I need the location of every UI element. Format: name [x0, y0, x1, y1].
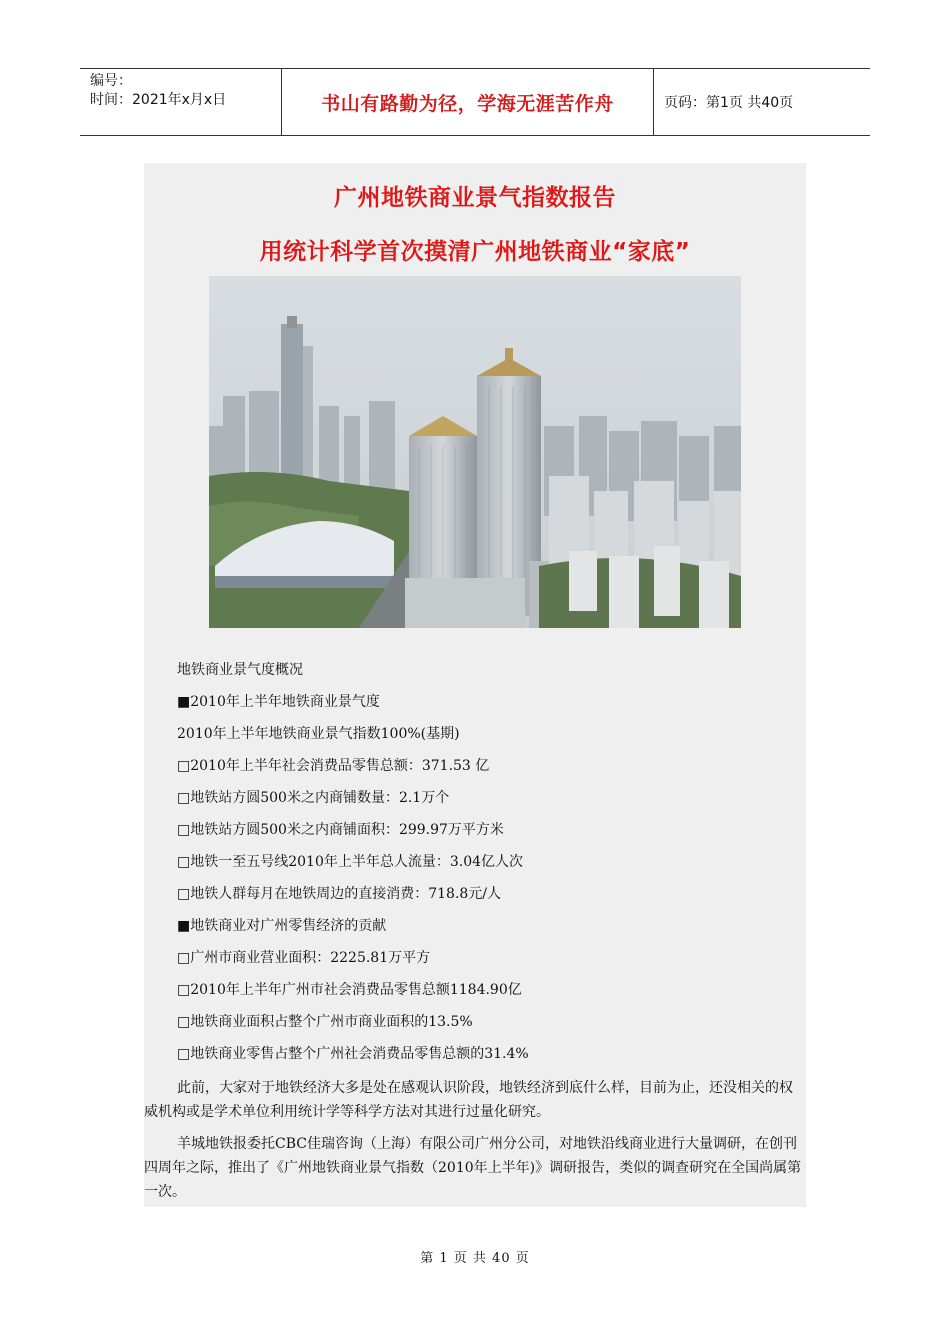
- body-line: ■地铁商业对广州零售经济的贡献: [177, 918, 387, 934]
- body-line: □地铁站方圆500米之内商铺数量：2.1万个: [177, 790, 450, 806]
- header-table: [80, 68, 870, 136]
- article-title: 广州地铁商业景气指数报告: [334, 185, 616, 211]
- body-paragraph: 此前，大家对于地铁经济大多是处在感观认识阶段，地铁经济到底什么样，目前为止，还没相关的权威机构或是学术单位利用统计学等科学方法对其进行过量化研究。: [144, 1080, 793, 1120]
- article-body: [144, 658, 805, 1204]
- time-label: 时间：2021年x月x日: [90, 92, 227, 108]
- body-line: 2010年上半年地铁商业景气指数100%(基期): [177, 726, 460, 742]
- header-motto: 书山有路勤为径，学海无涯苦作舟: [282, 69, 654, 135]
- article-panel: [144, 163, 806, 1207]
- body-line: □地铁人群每月在地铁周边的直接消费：718.8元/人: [177, 886, 502, 902]
- body-line: □2010年上半年广州市社会消费品零售总额1184.90亿: [177, 982, 522, 998]
- header-page-info: 页码：第1页 共40页: [664, 95, 794, 111]
- body-line: □地铁站方圆500米之内商铺面积：299.97万平方米: [177, 822, 504, 838]
- page-footer: 第 1 页 共 40 页: [420, 1251, 530, 1266]
- number-label: 编号：: [90, 73, 132, 89]
- body-paragraph: 羊城地铁报委托CBC佳瑞咨询（上海）有限公司广州分公司，对地铁沿线商业进行大量调研，在创刊四周年之际，推出了《广州地铁商业景气指数（2010年上半年)》调研报告，类似的调查研究在全国尚属第一次。: [144, 1136, 802, 1200]
- article-subtitle: 用统计科学首次摸清广州地铁商业“家底”: [259, 239, 691, 265]
- body-line: 地铁商业景气度概况: [177, 662, 303, 678]
- city-skyline-photo: [209, 276, 741, 628]
- body-line: □2010年上半年社会消费品零售总额：371.53 亿: [177, 758, 490, 774]
- body-line: □地铁商业零售占整个广州社会消费品零售总额的31.4%: [177, 1046, 529, 1062]
- body-line: □地铁商业面积占整个广州市商业面积的13.5%: [177, 1014, 473, 1030]
- body-line: □地铁一至五号线2010年上半年总人流量：3.04亿人次: [177, 854, 524, 870]
- body-line: ■2010年上半年地铁商业景气度: [177, 694, 380, 710]
- body-line: □广州市商业营业面积：2225.81万平方: [177, 950, 431, 966]
- header-meta: [80, 69, 282, 135]
